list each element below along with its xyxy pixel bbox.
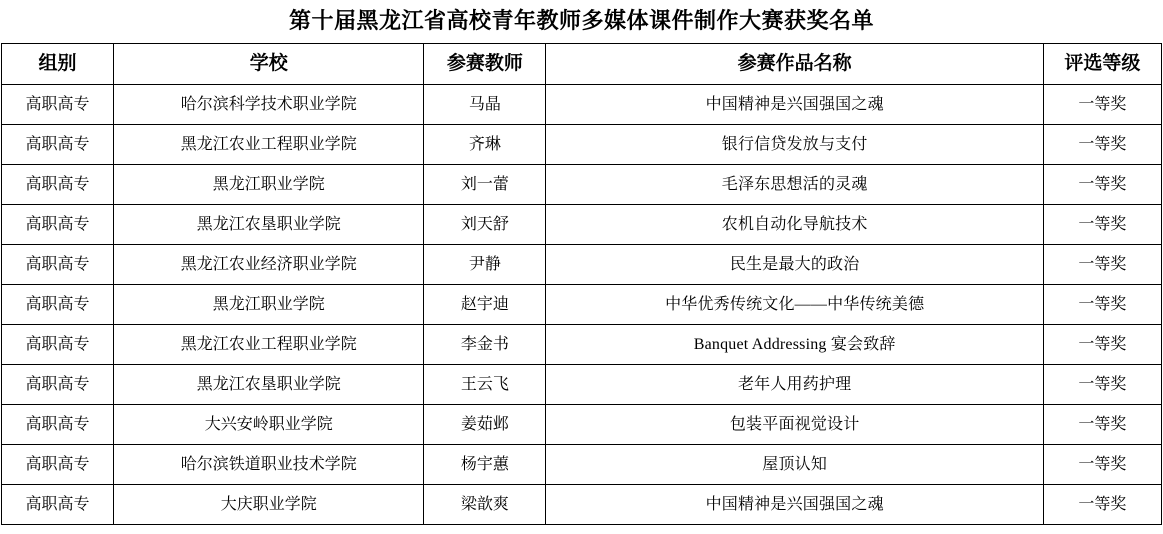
cell-group: 高职高专	[2, 325, 114, 365]
cell-level: 一等奖	[1043, 285, 1161, 325]
cell-work: 包装平面视觉设计	[546, 405, 1043, 445]
column-header-work: 参赛作品名称	[546, 44, 1043, 85]
page-title: 第十届黑龙江省高校青年教师多媒体课件制作大赛获奖名单	[288, 8, 874, 33]
cell-school: 黑龙江农业经济职业学院	[114, 245, 424, 285]
table-row	[2, 285, 1162, 325]
cell-level: 一等奖	[1043, 205, 1161, 245]
cell-school: 黑龙江职业学院	[114, 165, 424, 205]
cell-teacher: 齐琳	[424, 125, 546, 165]
cell-level: 一等奖	[1043, 485, 1161, 525]
cell-level: 一等奖	[1043, 325, 1161, 365]
cell-work: 中华优秀传统文化——中华传统美德	[546, 285, 1043, 325]
cell-group: 高职高专	[2, 165, 114, 205]
table-row	[2, 245, 1162, 285]
cell-level: 一等奖	[1043, 85, 1161, 125]
cell-school: 黑龙江农垦职业学院	[114, 205, 424, 245]
cell-work: 银行信贷发放与支付	[546, 125, 1043, 165]
cell-school: 哈尔滨铁道职业技术学院	[114, 445, 424, 485]
cell-level: 一等奖	[1043, 405, 1161, 445]
cell-work: Banquet Addressing 宴会致辞	[546, 325, 1043, 365]
cell-teacher: 马晶	[424, 85, 546, 125]
table-header-row	[2, 44, 1162, 85]
column-header-group: 组别	[2, 44, 114, 85]
cell-work: 屋顶认知	[546, 445, 1043, 485]
cell-group: 高职高专	[2, 285, 114, 325]
table-row	[2, 125, 1162, 165]
table-row	[2, 365, 1162, 405]
cell-work: 中国精神是兴国强国之魂	[546, 485, 1043, 525]
column-header-level: 评选等级	[1043, 44, 1161, 85]
cell-group: 高职高专	[2, 485, 114, 525]
cell-teacher: 杨宇蕙	[424, 445, 546, 485]
cell-group: 高职高专	[2, 85, 114, 125]
cell-level: 一等奖	[1043, 125, 1161, 165]
cell-level: 一等奖	[1043, 445, 1161, 485]
cell-work: 老年人用药护理	[546, 365, 1043, 405]
cell-group: 高职高专	[2, 365, 114, 405]
table-row	[2, 85, 1162, 125]
cell-school: 大庆职业学院	[114, 485, 424, 525]
cell-work: 中国精神是兴国强国之魂	[546, 85, 1043, 125]
cell-teacher: 李金书	[424, 325, 546, 365]
cell-school: 哈尔滨科学技术职业学院	[114, 85, 424, 125]
cell-teacher: 姜茹邺	[424, 405, 546, 445]
table-row	[2, 485, 1162, 525]
cell-work: 农机自动化导航技术	[546, 205, 1043, 245]
cell-teacher: 梁歆爽	[424, 485, 546, 525]
column-header-school: 学校	[114, 44, 424, 85]
table-row	[2, 205, 1162, 245]
cell-school: 黑龙江农垦职业学院	[114, 365, 424, 405]
cell-school: 黑龙江农业工程职业学院	[114, 325, 424, 365]
cell-school: 黑龙江职业学院	[114, 285, 424, 325]
column-header-teacher: 参赛教师	[424, 44, 546, 85]
cell-group: 高职高专	[2, 205, 114, 245]
cell-teacher: 刘天舒	[424, 205, 546, 245]
table-row	[2, 445, 1162, 485]
cell-group: 高职高专	[2, 245, 114, 285]
cell-level: 一等奖	[1043, 245, 1161, 285]
cell-level: 一等奖	[1043, 365, 1161, 405]
cell-teacher: 刘一蕾	[424, 165, 546, 205]
table-row	[2, 325, 1162, 365]
cell-teacher: 王云飞	[424, 365, 546, 405]
cell-school: 黑龙江农业工程职业学院	[114, 125, 424, 165]
table-row	[2, 165, 1162, 205]
cell-work: 民生是最大的政治	[546, 245, 1043, 285]
cell-group: 高职高专	[2, 405, 114, 445]
award-list-table	[1, 43, 1162, 525]
table-row	[2, 405, 1162, 445]
cell-school: 大兴安岭职业学院	[114, 405, 424, 445]
cell-group: 高职高专	[2, 445, 114, 485]
cell-group: 高职高专	[2, 125, 114, 165]
cell-level: 一等奖	[1043, 165, 1161, 205]
cell-teacher: 尹静	[424, 245, 546, 285]
cell-teacher: 赵宇迪	[424, 285, 546, 325]
cell-work: 毛泽东思想活的灵魂	[546, 165, 1043, 205]
